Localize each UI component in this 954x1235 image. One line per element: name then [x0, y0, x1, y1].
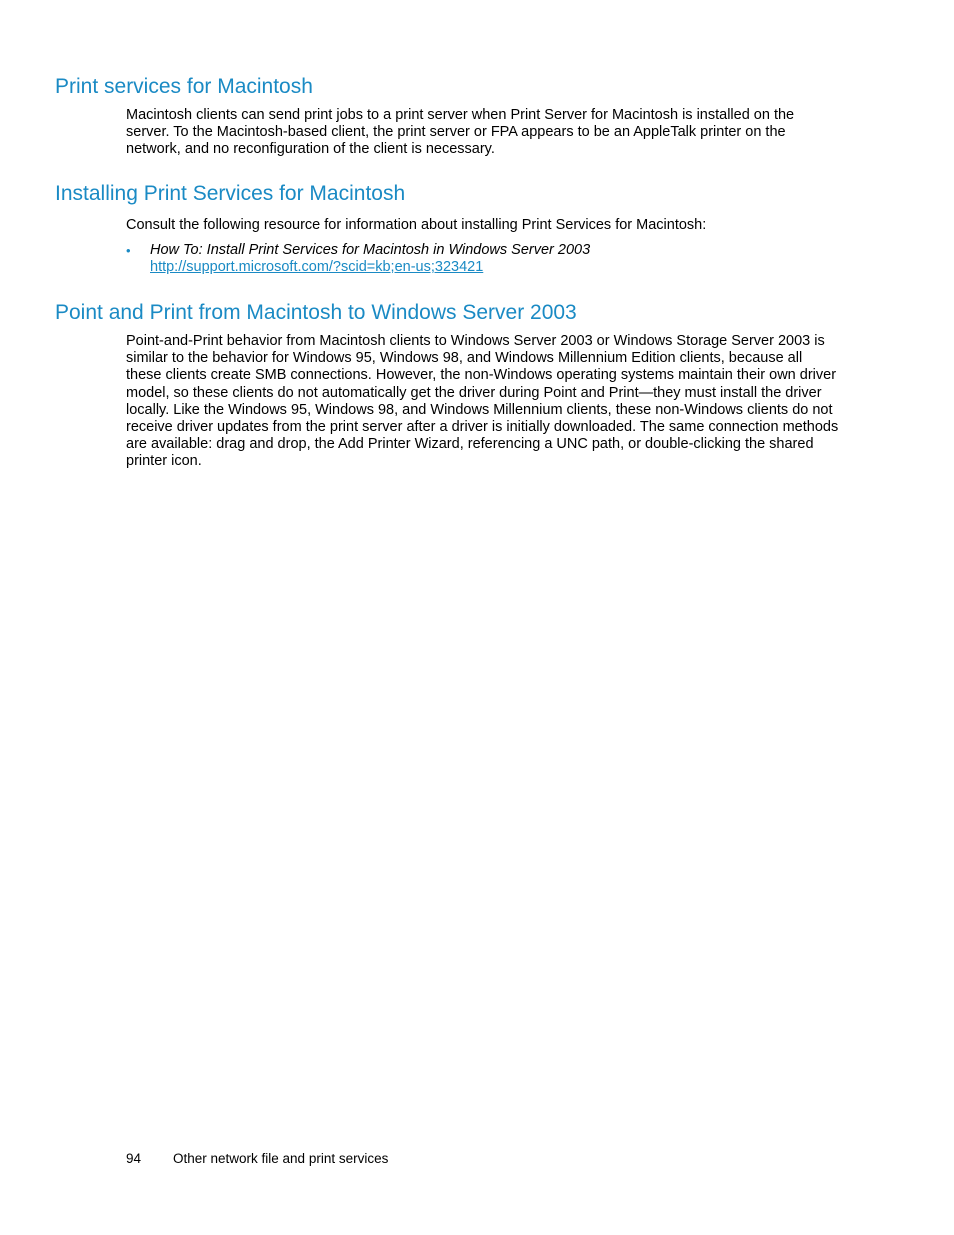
- chapter-title: Other network file and print services: [173, 1151, 389, 1166]
- section-paragraph-installing-print-services: Consult the following resource for information about installing Print Services for Macintosh:: [126, 217, 707, 233]
- section-heading-installing-print-services: Installing Print Services for Macintosh: [55, 182, 406, 205]
- section-heading-point-and-print: Point and Print from Macintosh to Windows Server 2003: [55, 301, 577, 324]
- section-heading-print-services: Print services for Macintosh: [55, 75, 313, 98]
- page-number: 94: [126, 1151, 142, 1166]
- resource-link[interactable]: http://support.microsoft.com/?scid=kb;en-us;323421: [150, 259, 484, 276]
- list-item: [126, 242, 826, 276]
- bullet-icon: •: [126, 243, 131, 258]
- resource-list: [126, 242, 826, 276]
- section-paragraph-print-services: Macintosh clients can send print jobs to a print server when Print Server for Macintosh is installed on the server. To the Macintosh-based client, the print server or FPA appears to be an AppleTalk printer on the network, and no reconfiguration of the client is necessary.: [126, 107, 795, 158]
- resource-title: How To: Install Print Services for Macintosh in Windows Server 2003: [150, 242, 591, 258]
- section-paragraph-point-and-print: Point-and-Print behavior from Macintosh clients to Windows Server 2003 or Windows Storage Server 2003 is similar to the behavior for Windows 95, Windows 98, and Windows Millennium Edition clients, because all these clients create SMB connections. However, the non-Windows operating systems maintain their own driver model, so these clients do not automatically get the driver during Point and Print—they must install the driver locally. Like the Windows 95, Windows 98, and Windows Millennium clients, these non-Windows clients do not receive driver updates from the print server after a driver is initially downloaded. The same connection methods are available: drag and drop, the Add Printer Wizard, referencing a UNC path, or double-clicking the shared printer icon.: [126, 333, 839, 470]
- page-footer: [126, 1150, 388, 1168]
